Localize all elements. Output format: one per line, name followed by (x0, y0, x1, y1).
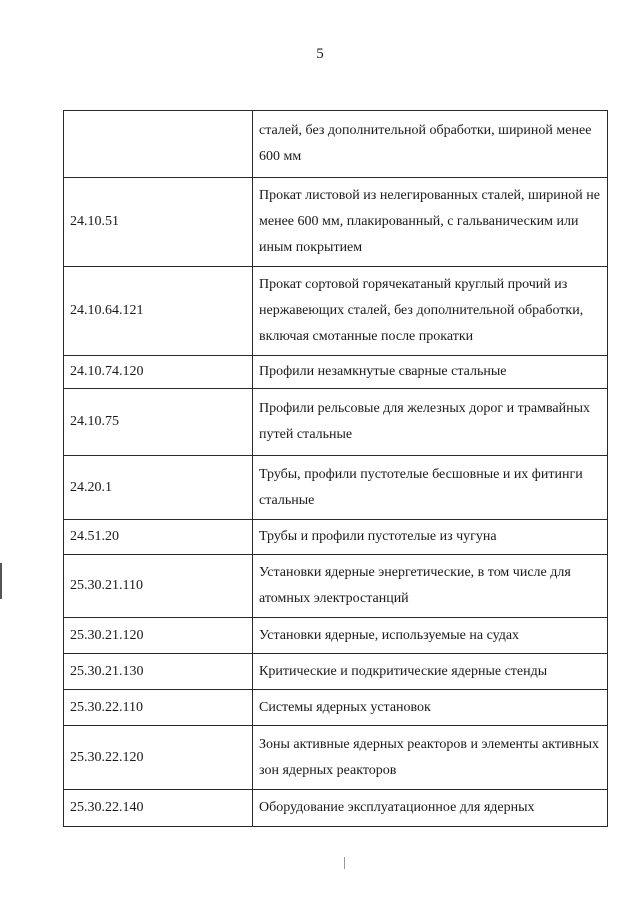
page-number: 5 (316, 46, 324, 62)
description-cell: Установки ядерные энергетические, в том числе для атомных электростанций (253, 555, 608, 618)
description-cell: Зоны активные ядерных реакторов и элементы активных зон ядерных реакторов (253, 726, 608, 790)
description-cell: Установки ядерные, используемые на судах (253, 618, 608, 654)
code-cell (64, 111, 253, 178)
table-row (64, 520, 608, 555)
table-row (64, 790, 608, 827)
code-cell: 25.30.21.130 (64, 654, 253, 690)
table-row (64, 178, 608, 267)
code-cell: 24.10.74.120 (64, 356, 253, 389)
description-cell: Трубы, профили пустотелые бесшовные и их фитинги стальные (253, 456, 608, 520)
table-row (64, 389, 608, 456)
description-cell: Критические и подкритические ядерные стенды (253, 654, 608, 690)
table-row (64, 726, 608, 790)
scan-margin-mark (0, 563, 2, 599)
code-cell: 24.10.51 (64, 178, 253, 267)
description-cell: Профили рельсовые для железных дорог и трамвайных путей стальные (253, 389, 608, 456)
code-cell: 24.51.20 (64, 520, 253, 555)
code-cell: 24.10.75 (64, 389, 253, 456)
table-row (64, 456, 608, 520)
table-row (64, 690, 608, 726)
table-row (64, 267, 608, 356)
table-row (64, 356, 608, 389)
description-cell: Прокат листовой из нелегированных сталей, шириной не менее 600 мм, плакированный, с гальваническим или иным покрытием (253, 178, 608, 267)
code-cell: 25.30.21.110 (64, 555, 253, 618)
table-body (64, 111, 608, 827)
table-row (64, 618, 608, 654)
scan-bottom-tick (344, 857, 345, 869)
description-cell: сталей, без дополнительной обработки, шириной менее 600 мм (253, 111, 608, 178)
table-row (64, 111, 608, 178)
code-cell: 24.10.64.121 (64, 267, 253, 356)
code-cell: 25.30.22.110 (64, 690, 253, 726)
code-cell: 25.30.22.120 (64, 726, 253, 790)
description-cell: Трубы и профили пустотелые из чугуна (253, 520, 608, 555)
table-row (64, 654, 608, 690)
classification-table (63, 110, 608, 827)
description-cell: Оборудование эксплуатационное для ядерных (253, 790, 608, 827)
description-cell: Прокат сортовой горячекатаный круглый прочий из нержавеющих сталей, без дополнительной обработки, включая смотанные после прокатки (253, 267, 608, 356)
description-cell: Системы ядерных установок (253, 690, 608, 726)
description-cell: Профили незамкнутые сварные стальные (253, 356, 608, 389)
table-row (64, 555, 608, 618)
code-cell: 24.20.1 (64, 456, 253, 520)
code-cell: 25.30.21.120 (64, 618, 253, 654)
code-cell: 25.30.22.140 (64, 790, 253, 827)
